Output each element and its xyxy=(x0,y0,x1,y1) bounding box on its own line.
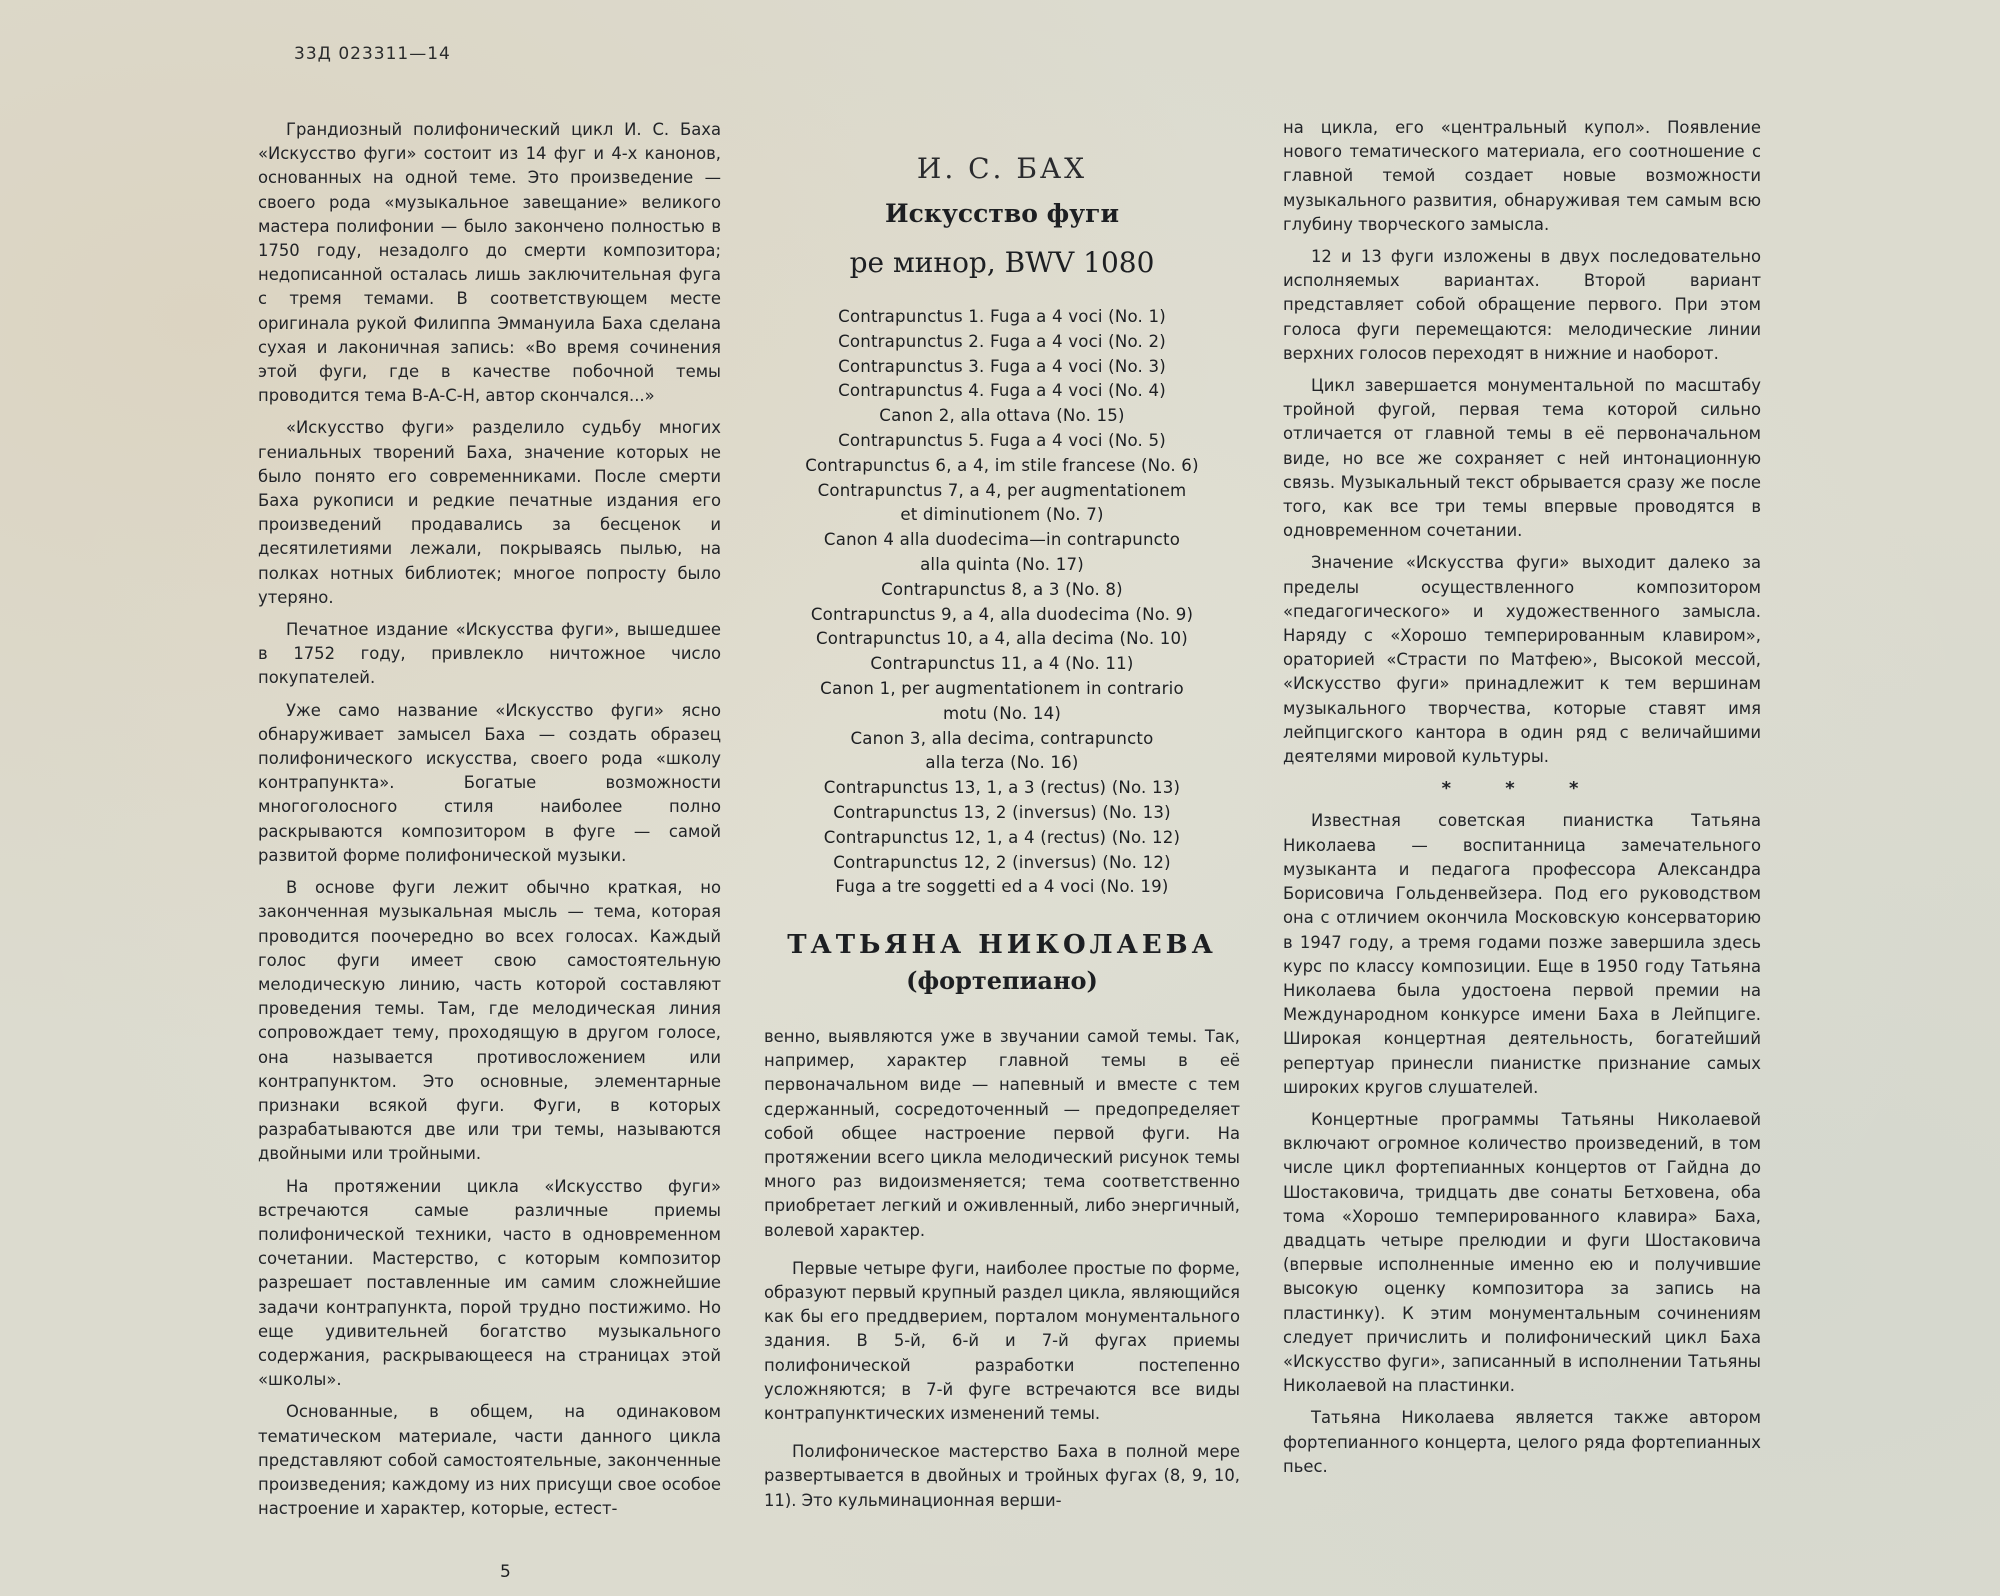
track-item: motu (No. 14) xyxy=(942,703,1062,723)
track-item: Contrapunctus 13, 2 (inversus) (No. 13) xyxy=(833,802,1171,822)
track-item: Canon 4 alla duodecima—in contrapuncto xyxy=(823,530,1181,550)
track-item: Contrapunctus 12, 1, a 4 (rectus) (No. 12) xyxy=(823,827,1181,847)
paragraph: Концертные программы Татьяны Николаевой включают огромное количество произведений, в том числе цикл фортепианных концертов от Гайдна до Шостаковича, тридцать две сонаты Бетховена, оба тома «Хорошо темперированного клавира» Баха, двадцать четыре прелюдии и фуги Шостаковича (впервые исполненные именно ею и получившие высокую оценку композитора за запись на пластинку). К этим монументальным сочинениям следует причислить и полифонический цикл Баха «Искусство фуги», записанный в исполнении Татьяны Николаевой на пластинки. xyxy=(1283,1109,1761,1396)
track-item: alla terza (No. 16) xyxy=(925,753,1079,773)
left-column xyxy=(258,118,721,1529)
paragraph: Уже само название «Искусство фуги» ясно обнаруживает замысел Баха — создать образец полифонического искусства, своего рода «школу контрапункта». Богатые возможности многоголосного стиля наиболее полно раскрываются композитором в фуге — самой развитой форме полифонической музыки. xyxy=(258,700,721,865)
paragraph: Татьяна Николаева является также автором фортепианного концерта, целого ряда фортепианных пьес. xyxy=(1283,1408,1761,1476)
composer-name: И. С. БАХ xyxy=(916,152,1088,185)
track-item: Contrapunctus 8, a 3 (No. 8) xyxy=(881,579,1123,599)
track-item: Canon 3, alla decima, contrapuncto xyxy=(850,728,1154,748)
track-item: Contrapunctus 12, 2 (inversus) (No. 12) xyxy=(833,852,1171,872)
track-item: Canon 2, alla ottava (No. 15) xyxy=(879,406,1125,426)
track-item: Contrapunctus 4. Fuga a 4 voci (No. 4) xyxy=(838,381,1166,401)
track-item: alla quinta (No. 17) xyxy=(920,554,1084,574)
track-item: Contrapunctus 9, a 4, alla duodecima (No. 9) xyxy=(810,604,1194,624)
paragraph: Цикл завершается монументальной по масштабу тройной фугой, первая тема которой сильно отличается от главной темы в её первоначальном виде, но все же сохраняет с ней интонационную связь. Музыкальный текст обрывается сразу же после того, как все три темы впервые проводятся в одновременном сочетании. xyxy=(1283,376,1761,541)
middle-column xyxy=(764,1025,1240,1521)
paragraph: В основе фуги лежит обычно краткая, но законченная музыкальная мысль — тема, которая проводится поочередно во всех голосах. Каждый голос фуги имеет свою самостоятельную мелодическую линию, часть которой составляют проведения темы. Там, где мелодическая линия сопровождает тему, проходящую в другом голосе, она называется противосложением или контрапунктом. Это основные, элементарные признаки всякой фуги. Фуги, в которых разрабатываются две или три темы, называются двойными или тройными. xyxy=(258,878,721,1164)
paragraph: Известная советская пианистка Татьяна Николаева — воспитанница замечательного музыканта и педагога профессора Александра Борисовича Гольденвейзера. Под его руководством она с отличием окончила Московскую консерваторию в 1947 году, а тремя годами позже завершила здесь курс по классу композиции. Еще в 1950 году Татьяна Николаева была удостоена первой премии на Международном конкурсе имени Баха в Лейпциге. Широкая концертная деятельность, богатейший репертуар принесли пианистке признание самых широких кругов слушателей. xyxy=(1283,811,1761,1097)
paragraph: Полифоническое мастерство Баха в полной мере развертывается в двойных и тройных фугах (8, 9, 10, 11). Это кульминационная верши- xyxy=(764,1442,1240,1510)
paragraph: Грандиозный полифонический цикл И. С. Баха «Искусство фуги» состоит из 14 фуг и 4-х канонов, основанных на одной теме. Это произведение — своего рода «музыкальное завещание» великого мастера полифонии — было закончено полностью в 1750 году, незадолго до смерти композитора; недописанной осталась лишь заключительная фуга с тремя темами. В соответствующем месте оригинала рукой Филиппа Эммануила Баха сделана сухая и лаконичная запись: «Во время сочинения этой фуги, где в качестве побочной темы проводится тема B-A-C-H, автор скончался...» xyxy=(258,120,721,406)
performer-name: ТАТЬЯНА НИКОЛАЕВА xyxy=(787,930,1217,961)
catalog-number: 33Д 023311—14 xyxy=(294,44,451,64)
track-item: Contrapunctus 11, a 4 (No. 11) xyxy=(870,654,1134,674)
paragraph: на цикла, его «центральный купол». Появление нового тематического материала, его соотношение с главной темой создает новые возможности музыкального развития, обнаруживая тем самым всю глубину творческого замысла. xyxy=(1283,118,1761,234)
work-title: Искусство фуги xyxy=(885,199,1119,228)
paragraph: Первые четыре фуги, наиболее простые по форме, образуют первый крупный раздел цикла, являющийся как бы его преддверием, порталом монументального здания. В 5-й, 6-й и 7-й фугах приемы полифонической разработки постепенно усложняются; в 7-й фуге встречаются все виды контрапунктических изменений темы. xyxy=(764,1258,1240,1424)
section-separator: * * * xyxy=(1441,778,1603,800)
paragraph: Значение «Искусства фуги» выходит далеко за пределы осуществленного композитором «педагогического» и художественного замысла. Наряду с «Хорошо темперированным клавиром», ораторией «Страсти по Матфею», Высокой мессой, «Искусство фуги» принадлежит к тем вершинам музыкального творчества, которые ставят имя лейпцигского кантора в один ряд с величайшими деятелями мировой культуры. xyxy=(1283,553,1761,767)
track-list xyxy=(764,305,1240,900)
paragraph: венно, выявляются уже в звучании самой темы. Так, например, характер главной темы в её первоначальном виде — напевный и вместе с тем сдержанный, сосредоточенный — предопределяет собой общее настроение первой фуги. На протяжении всего цикла мелодический рисунок темы много раз видоизменяется; тема соответственно приобретает легкий и оживленный, либо энергичный, волевой характер. xyxy=(764,1027,1240,1240)
track-item: et diminutionem (No. 7) xyxy=(900,505,1104,525)
right-column xyxy=(1283,116,1761,1487)
title-block xyxy=(764,142,1240,995)
track-item: Contrapunctus 2. Fuga a 4 voci (No. 2) xyxy=(838,331,1166,351)
track-item: Fuga a tre soggetti ed a 4 voci (No. 19) xyxy=(835,877,1169,897)
track-item: Contrapunctus 1. Fuga a 4 voci (No. 1) xyxy=(838,307,1166,326)
paragraph: «Искусство фуги» разделило судьбу многих гениальных творений Баха, значение которых не было понято его современниками. После смерти Баха рукописи и редкие печатные издания его произведений продавались за бесценок и десятилетиями лежали, покрываясь пылью, на полках нотных библиотек; многое попросту было утеряно. xyxy=(258,418,721,607)
paragraph: Печатное издание «Искусства фуги», вышедшее в 1752 году, привлекло ничтожное число покупателей. xyxy=(258,620,721,688)
paragraph: Основанные, в общем, на одинаковом тематическом материале, части данного цикла представляют собой самостоятельные, законченные произведения; каждому из них присущи свое особое настроение и характер, которые, естест- xyxy=(258,1402,721,1519)
performer-instrument: (фортепиано) xyxy=(906,966,1098,996)
track-item: Canon 1, per augmentationem in contrario xyxy=(820,678,1184,698)
track-item: Contrapunctus 3. Fuga a 4 voci (No. 3) xyxy=(838,356,1166,376)
paragraph: 12 и 13 фуги изложены в двух последовательно исполняемых вариантах. Второй вариант представляет собой обращение первого. При этом голоса фуги перемещаются: мелодические линии верхних голосов переходят в нижние и наоборот. xyxy=(1283,247,1761,363)
track-item: Contrapunctus 7, a 4, per augmentationem xyxy=(817,480,1187,500)
track-item: Contrapunctus 5. Fuga a 4 voci (No. 5) xyxy=(838,430,1166,450)
track-item: Contrapunctus 10, a 4, alla decima (No. 10) xyxy=(815,629,1188,649)
paragraph: На протяжении цикла «Искусство фуги» встречаются самые различные приемы полифонической техники, часто в одновременном сочетании. Мастерство, с которым композитор разрешает поставленные им самим сложнейшие задачи контрапункта, порой трудно постижимо. Но еще удивительней богатство музыкального содержания, раскрывающееся на страницах этой «школы». xyxy=(258,1176,721,1390)
track-item: Contrapunctus 6, a 4, im stile francese (No. 6) xyxy=(805,455,1199,475)
work-key: ре минор, BWV 1080 xyxy=(849,246,1155,279)
track-item: Contrapunctus 13, 1, a 3 (rectus) (No. 13) xyxy=(823,778,1181,798)
page-number: 5 xyxy=(500,1562,511,1582)
